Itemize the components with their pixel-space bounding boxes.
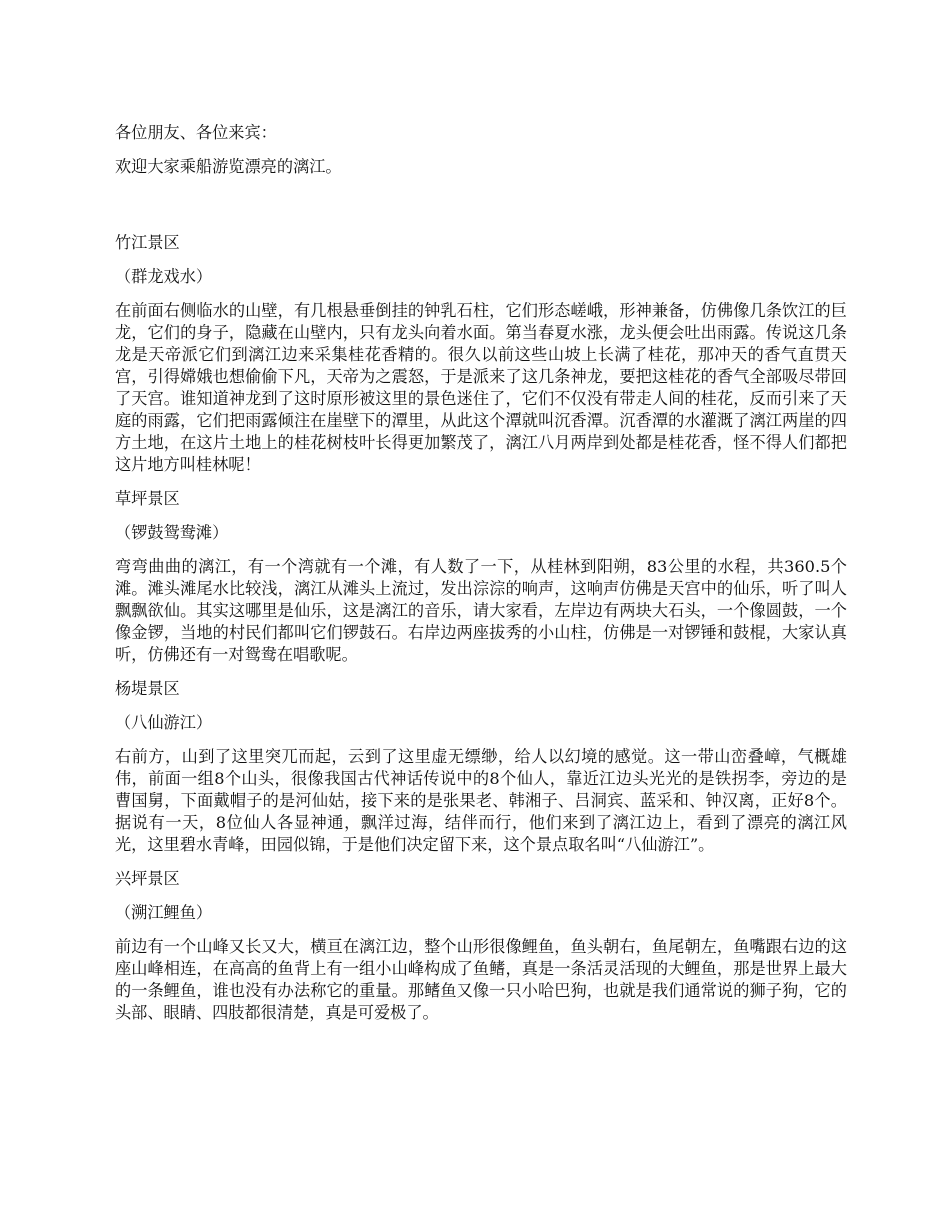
- section-title: 竹江景区: [115, 233, 180, 252]
- section-yangdi: [115, 678, 847, 856]
- scenic-spot-name: （锣鼓鸳鸯滩）: [115, 523, 229, 542]
- document-page: [115, 122, 847, 1036]
- section-xingping: [115, 868, 847, 1024]
- section-title: 兴坪景区: [115, 869, 180, 888]
- scenic-spot-name: （溯江鲤鱼）: [115, 903, 213, 922]
- section-paragraph: 右前方，山到了这里突兀而起，云到了这里虚无缥缈，给人以幻境的感觉。这一带山峦叠嶂，气概雄伟，前面一组8个山头，很像我国古代神话传说中的8个仙人，靠近江边头光光的是铁拐李，旁边的是曹国舅，下面戴帽子的是河仙姑，接下来的是张果老、韩湘子、吕洞宾、蓝采和、钟汉离，正好8个。据说有一天，8位仙人各显神通，飘洋过海，结伴而行，他们来到了漓江边上，看到了漂亮的漓江风光，这里碧水青峰，田园似锦，于是他们决定留下来，这个景点取名叫“八仙游江”。: [115, 747, 847, 854]
- section-title: 草坪景区: [115, 489, 180, 508]
- section-paragraph: 前边有一个山峰又长又大，横亘在漓江边，整个山形很像鲤鱼，鱼头朝右，鱼尾朝左，鱼嘴跟右边的这座山峰相连，在高高的鱼背上有一组小山峰构成了鱼鳍，真是一条活灵活现的大鲤鱼，那是世界上最大的一条鲤鱼，谁也没有办法称它的重量。那鳍鱼又像一只小哈巴狗，也就是我们通常说的狮子狗，它的头部、眼睛、四肢都很清楚，真是可爱极了。: [115, 937, 847, 1022]
- section-paragraph: 在前面右侧临水的山壁，有几根悬垂倒挂的钟乳石柱，它们形态嵯峨，形神兼备，仿佛像几条饮江的巨龙，它们的身子，隐藏在山壁内，只有龙头向着水面。第当春夏水涨，龙头便会吐出雨露。传说这几条龙是天帝派它们到漓江边来采集桂花香精的。很久以前这些山坡上长满了桂花，那冲天的香气直贯天宫，引得嫦娥也想偷偷下凡，天帝为之震怒，于是派来了这几条神龙，要把这桂花的香气全部吸尽带回了天宫。谁知道神龙到了这时原形被这里的景色迷住了，它们不仅没有带走人间的桂花，反而引来了天庭的雨露，它们把雨露倾注在崖壁下的潭里，从此这个潭就叫沉香潭。沉香潭的水灌溉了漓江两崖的四方土地，在这片土地上的桂花树枝叶长得更加繁茂了，漓江八月两岸到处都是桂花香，怪不得人们都把这片地方叫桂林呢！: [115, 301, 847, 474]
- scenic-spot-name: （八仙游江）: [115, 713, 213, 732]
- section-title: 杨堤景区: [115, 679, 180, 698]
- section-caoping: [115, 488, 847, 666]
- welcome-line: 欢迎大家乘船游览漂亮的漓江。: [115, 157, 342, 176]
- section-zhujiang: [115, 232, 847, 476]
- section-paragraph: 弯弯曲曲的漓江，有一个湾就有一个滩，有人数了一下，从桂林到阳朔，83公里的水程，共360.5个滩。滩头滩尾水比较浅，漓江从滩头上流过，发出淙淙的响声，这响声仿佛是天宫中的仙乐，听了叫人飘飘欲仙。其实这哪里是仙乐，这是漓江的音乐，请大家看，左岸边有两块大石头，一个像圆鼓，一个像金锣，当地的村民们都叫它们锣鼓石。右岸边两座拔秀的小山柱，仿佛是一对锣锤和鼓棍，大家认真听，仿佛还有一对鸳鸯在唱歌呢。: [115, 557, 847, 664]
- greeting-line: 各位朋友、各位来宾：: [115, 123, 277, 142]
- scenic-spot-name: （群龙戏水）: [115, 267, 213, 286]
